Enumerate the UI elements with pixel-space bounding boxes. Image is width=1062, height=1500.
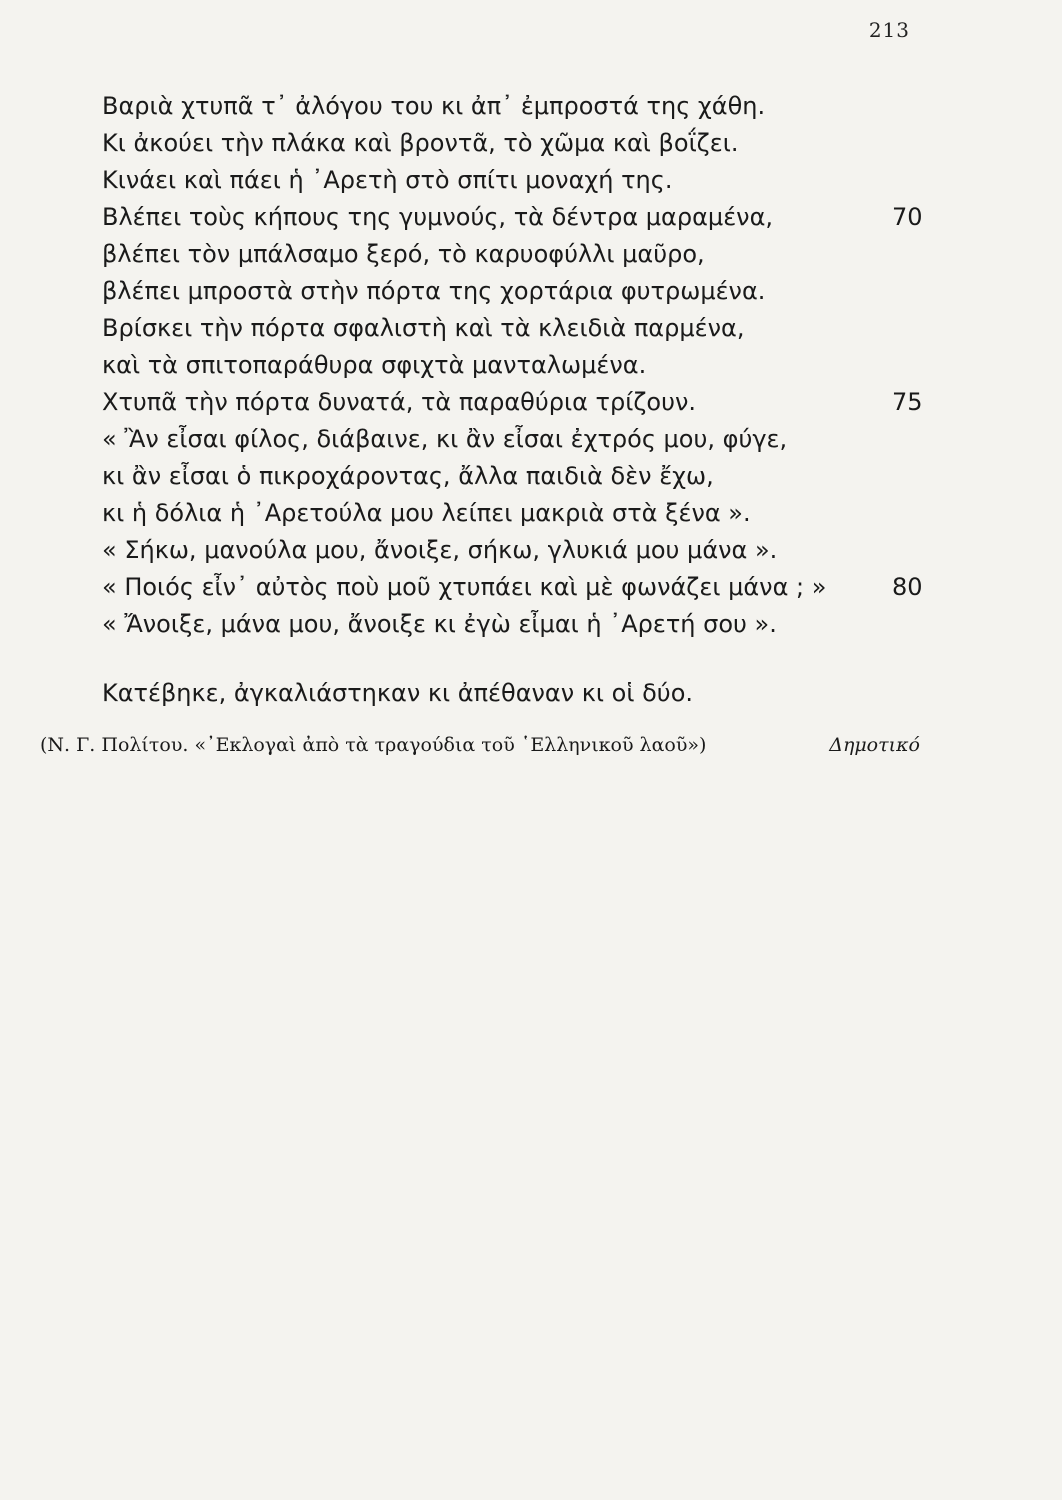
- poem-line: [102, 125, 932, 162]
- poem-line-text: Κινάει καὶ πάει ἡ ᾽Αρετὴ στὸ σπίτι μοναχή της.: [102, 166, 673, 194]
- poem-line: [102, 162, 932, 199]
- line-number: 80: [892, 573, 923, 601]
- poem-line: [102, 273, 932, 310]
- page-number: 213: [868, 18, 910, 42]
- poem-line: [102, 347, 932, 384]
- poem-line: [102, 88, 932, 125]
- poem-line: [102, 199, 932, 236]
- poem-line-text: βλέπει μπροστὰ στὴν πόρτα της χορτάρια φυτρωμένα.: [102, 277, 766, 305]
- poem: [102, 88, 932, 712]
- poem-line-text: κι ἂν εἶσαι ὁ πικροχάροντας, ἄλλα παιδιὰ δὲν ἔχω,: [102, 462, 714, 490]
- poem-line-text: « Ἄνοιξε, μάνα μου, ἄνοιξε κι ἐγὼ εἶμαι ἡ ᾽Αρετή σου ».: [102, 610, 777, 638]
- poem-line-text: καὶ τὰ σπιτοπαράθυρα σφιχτὰ μανταλωμένα.: [102, 351, 647, 379]
- poem-line: [102, 384, 932, 421]
- source-citation: (Ν. Γ. Πολίτου. «᾽Εκλογαὶ ἀπὸ τὰ τραγούδια τοῦ ῾Ελληνικοῦ λαοῦ»): [40, 734, 707, 756]
- poem-final-line: [102, 675, 932, 712]
- poem-line-text: Βρίσκει τὴν πόρτα σφαλιστὴ καὶ τὰ κλειδιὰ παρμένα,: [102, 314, 745, 342]
- poem-line-text: Βαριὰ χτυπᾶ τ᾽ ἀλόγου του κι ἀπ᾽ ἐμπροστά της χάθη.: [102, 92, 766, 120]
- poem-line-text: « Ποιός εἶν᾽ αὐτὸς ποὺ μοῦ χτυπάει καὶ μὲ φωνάζει μάνα ; »: [102, 573, 827, 601]
- poem-line-text: βλέπει τὸν μπάλσαμο ξερό, τὸ καρυοφύλλι μαῦρο,: [102, 240, 705, 268]
- line-number: 70: [892, 203, 923, 231]
- poem-line: [102, 236, 932, 273]
- poem-line: [102, 495, 932, 532]
- poem-line-text: « Ἂν εἶσαι φίλος, διάβαινε, κι ἂν εἶσαι ἐχτρός μου, φύγε,: [102, 425, 788, 453]
- poem-line: [102, 458, 932, 495]
- poem-line: [102, 421, 932, 458]
- poem-line: [102, 569, 932, 606]
- stanza-gap: [102, 643, 932, 675]
- poem-line-text: Κι ἀκούει τὴν πλάκα καὶ βροντᾶ, τὸ χῶμα καὶ βοΐζει.: [102, 129, 739, 157]
- poem-line: [102, 532, 932, 569]
- line-number: 75: [892, 388, 923, 416]
- poem-line-text: « Σήκω, μανούλα μου, ἄνοιξε, σήκω, γλυκιά μου μάνα ».: [102, 536, 778, 564]
- poem-line: [102, 606, 932, 643]
- poem-line: [102, 310, 932, 347]
- poem-line-text: κι ἡ δόλια ἡ ᾽Αρετούλα μου λείπει μακριὰ στὰ ξένα ».: [102, 499, 751, 527]
- poem-line-text: Βλέπει τοὺς κήπους της γυμνούς, τὰ δέντρα μαραμένα,: [102, 203, 774, 231]
- genre-label: Δημοτικό: [829, 734, 920, 756]
- poem-line-text: Κατέβηκε, ἀγκαλιάστηκαν κι ἀπέθαναν κι οἱ δύο.: [102, 679, 693, 707]
- poem-line-text: Χτυπᾶ τὴν πόρτα δυνατά, τὰ παραθύρια τρίζουν.: [102, 388, 697, 416]
- source-citation-line: [40, 734, 920, 764]
